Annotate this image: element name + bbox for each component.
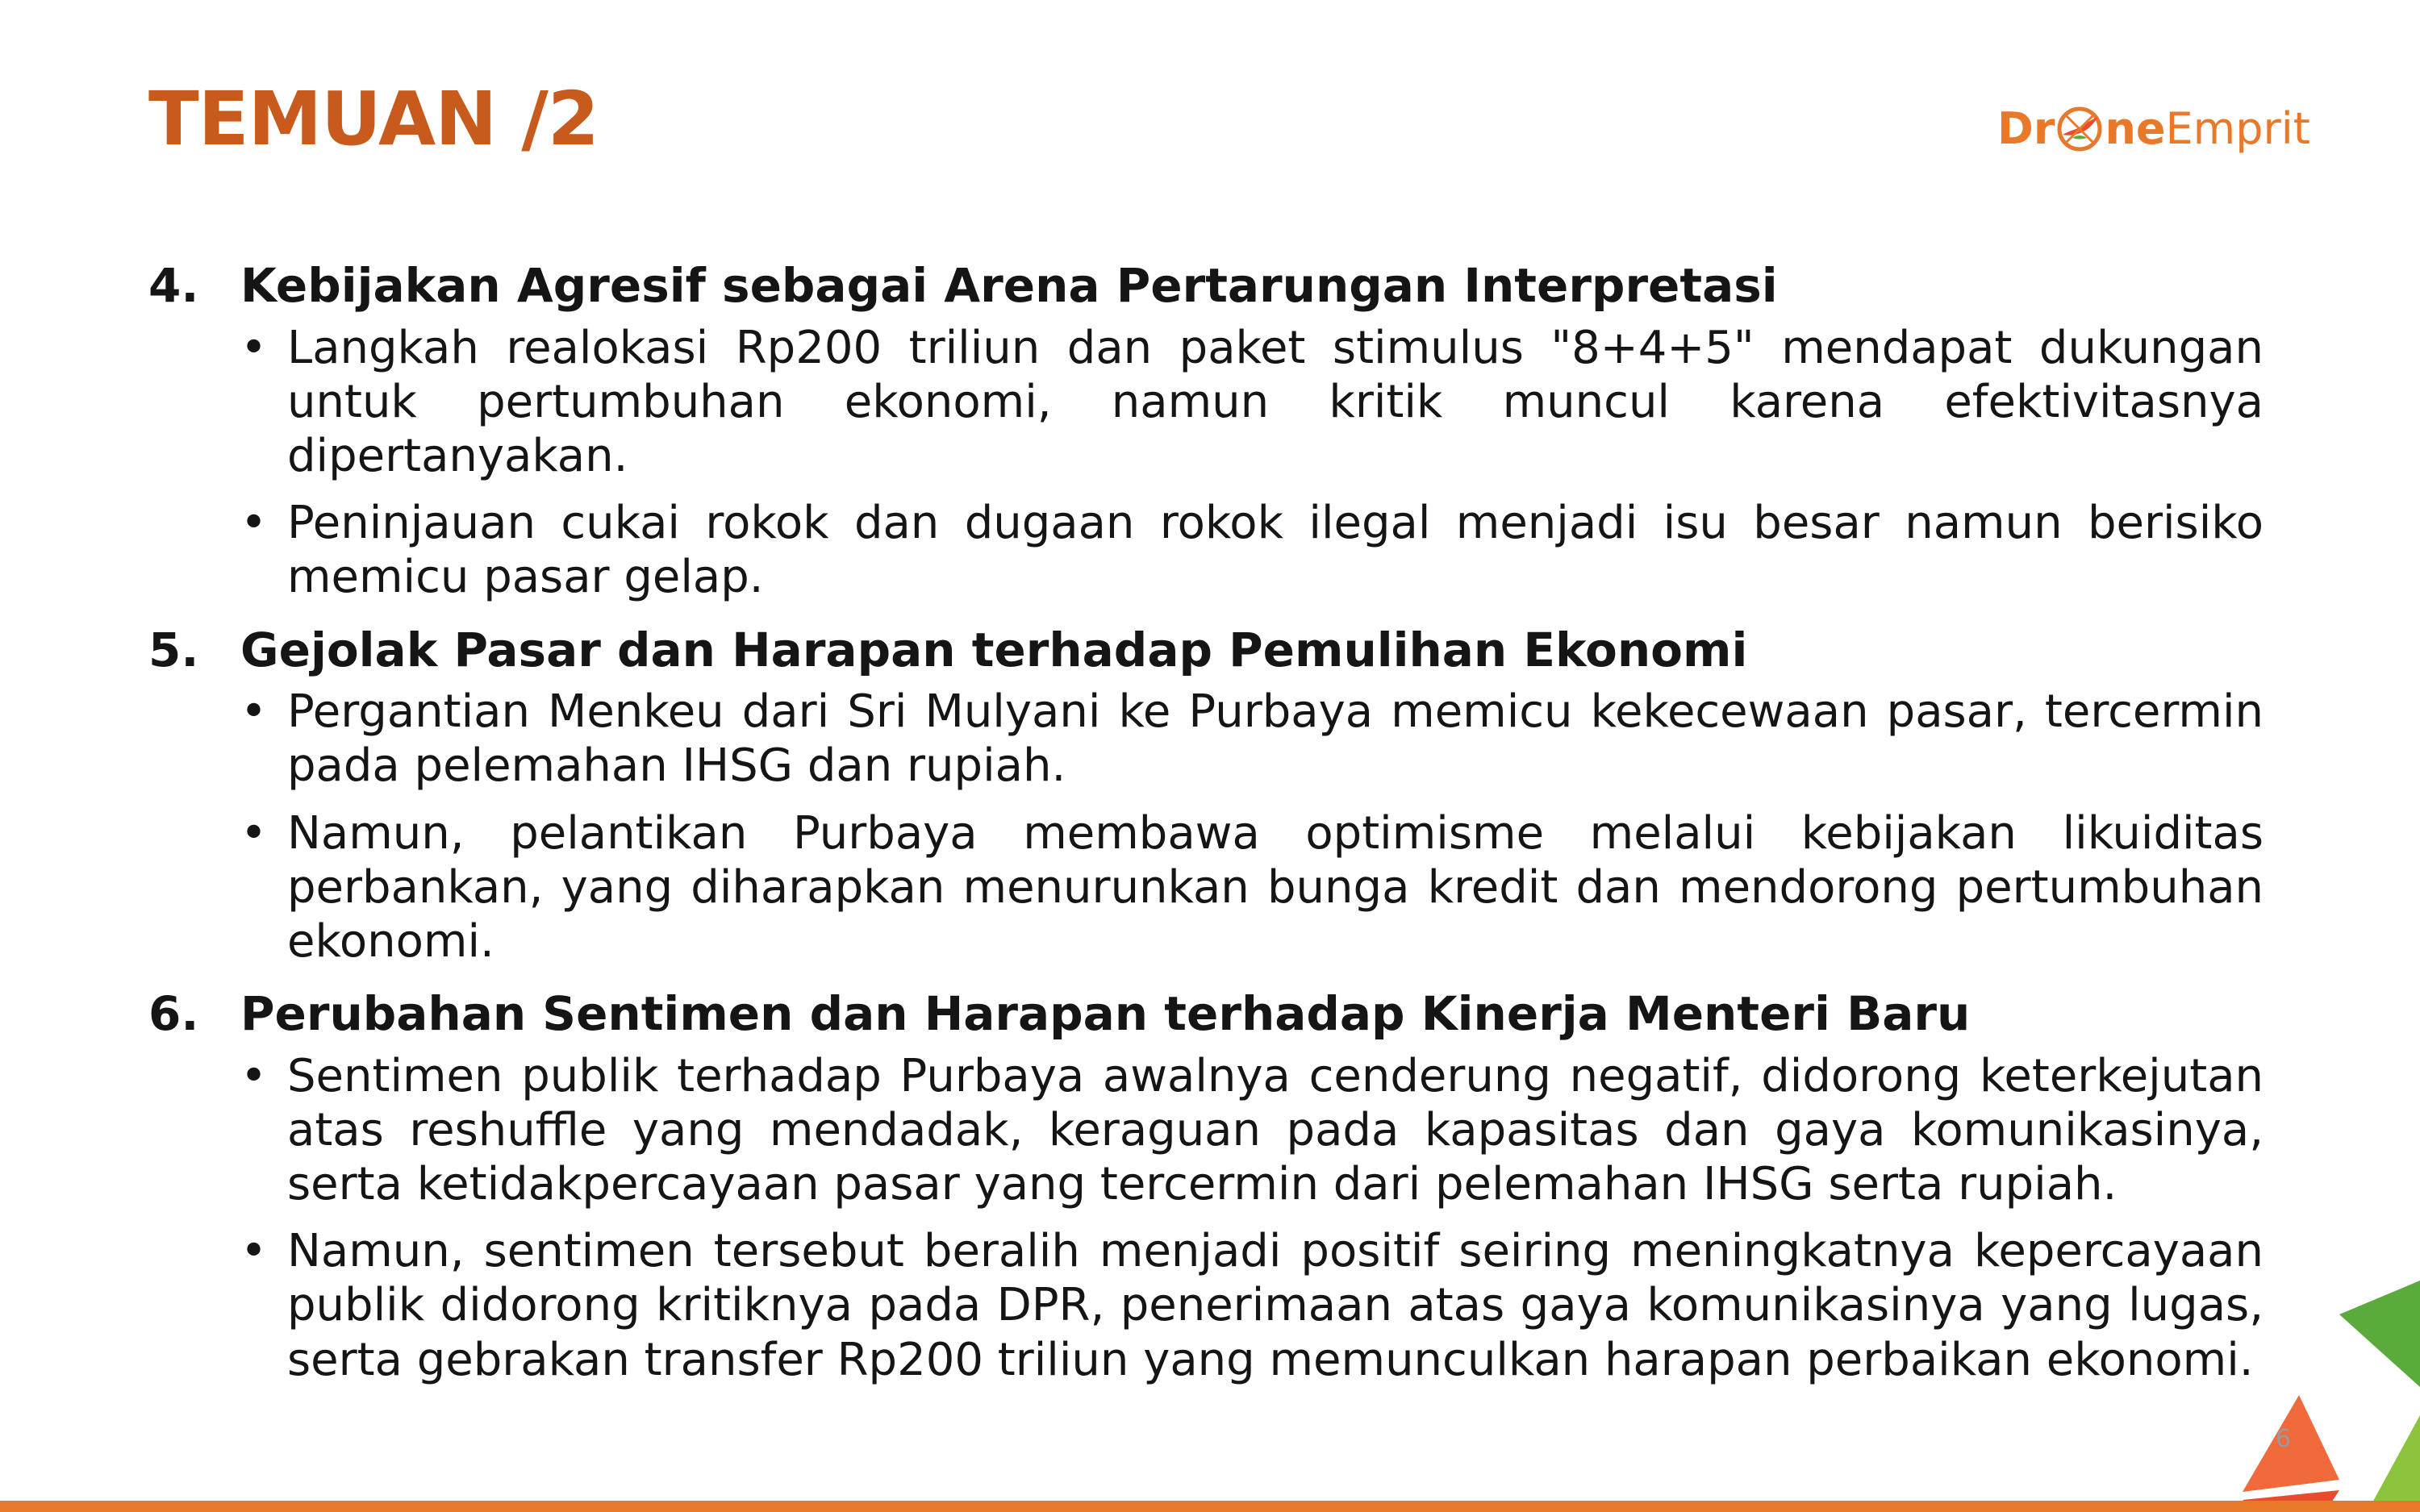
bullet-list bbox=[240, 685, 2264, 968]
logo-text-ne: ne bbox=[2105, 103, 2166, 154]
page-number: 6 bbox=[2275, 1425, 2291, 1453]
bullet-text: Peninjauan cukai rokok dan dugaan rokok ilegal menjadi isu besar namun berisiko memicu pasar gelap. bbox=[287, 497, 2264, 604]
bullet-text: Langkah realokasi Rp200 triliun dan paket stimulus "8+4+5" mendapat dukungan untuk pertumbuhan ekonomi, namun kritik muncul karena efektivitasnya dipertanyakan. bbox=[287, 321, 2264, 482]
bullet-icon: • bbox=[240, 497, 268, 550]
findings-list bbox=[148, 258, 2264, 1405]
bullet-item bbox=[240, 685, 2264, 793]
bullet-item bbox=[240, 496, 2264, 604]
bullet-icon: • bbox=[240, 321, 268, 374]
bullet-item bbox=[240, 1224, 2264, 1387]
slide-title: TEMUAN /2 bbox=[148, 76, 599, 162]
bullet-icon: • bbox=[240, 685, 268, 739]
bullet-text: Namun, pelantikan Purbaya membawa optimisme melalui kebijakan likuiditas perbankan, yang diharapkan menurunkan bunga kredit dan mendorong pertumbuhan ekonomi. bbox=[287, 806, 2264, 968]
section-title: Perubahan Sentimen dan Harapan terhadap Kinerja Menteri Baru bbox=[240, 986, 1971, 1042]
section-number: 5. bbox=[148, 622, 199, 677]
section-heading bbox=[148, 258, 2264, 314]
orange-triangle-shape bbox=[2243, 1395, 2339, 1492]
bullet-text: Namun, sentimen tersebut beralih menjadi positif seiring meningkatnya kepercayaan publik didorong kritiknya pada DPR, penerimaan atas gaya komunikasinya yang lugas, serta gebrakan transfer Rp200 triliun yang memunculkan harapan perbaikan ekonomi. bbox=[287, 1225, 2264, 1386]
green-triangle-shape bbox=[2339, 1281, 2420, 1387]
bullet-text: Sentimen publik terhadap Purbaya awalnya cenderung negatif, didorong keterkejutan atas reshuffle yang mendadak, keraguan pada kapasitas dan gaya komunikasinya, serta ketidakpercayaan pasar yang tercermin dari pelemahan IHSG serta rupiah. bbox=[287, 1049, 2264, 1211]
bullet-icon: • bbox=[240, 806, 268, 860]
section-number: 4. bbox=[148, 258, 199, 313]
drone-emprit-logo bbox=[1997, 89, 2310, 169]
bottom-accent-bar bbox=[0, 1501, 2420, 1512]
logo-text-emprit: Emprit bbox=[2165, 103, 2310, 154]
section-number: 6. bbox=[148, 986, 199, 1042]
bullet-item bbox=[240, 1049, 2264, 1212]
section-heading bbox=[148, 623, 2264, 679]
bullet-icon: • bbox=[240, 1225, 268, 1278]
finding-section-6 bbox=[148, 986, 2264, 1387]
bullet-text: Pergantian Menkeu dari Sri Mulyani ke Purbaya memicu kekecewaan pasar, tercermin pada pelemahan IHSG dan rupiah. bbox=[287, 685, 2264, 793]
logo-text-dr: Dr bbox=[1997, 103, 2055, 154]
finding-section-5 bbox=[148, 623, 2264, 969]
section-title: Kebijakan Agresif sebagai Arena Pertarungan Interpretasi bbox=[240, 258, 1778, 313]
bullet-list bbox=[240, 321, 2264, 605]
bullet-icon: • bbox=[240, 1049, 268, 1102]
bullet-item bbox=[240, 806, 2264, 969]
bullet-item bbox=[240, 321, 2264, 484]
section-heading bbox=[148, 986, 2264, 1043]
lime-triangle-shape bbox=[2372, 1415, 2420, 1512]
section-title: Gejolak Pasar dan Harapan terhadap Pemulihan Ekonomi bbox=[240, 622, 1748, 677]
finding-section-4 bbox=[148, 258, 2264, 605]
drone-bird-icon bbox=[2056, 106, 2103, 152]
bullet-list bbox=[240, 1049, 2264, 1387]
corner-decoration bbox=[2226, 1274, 2420, 1512]
